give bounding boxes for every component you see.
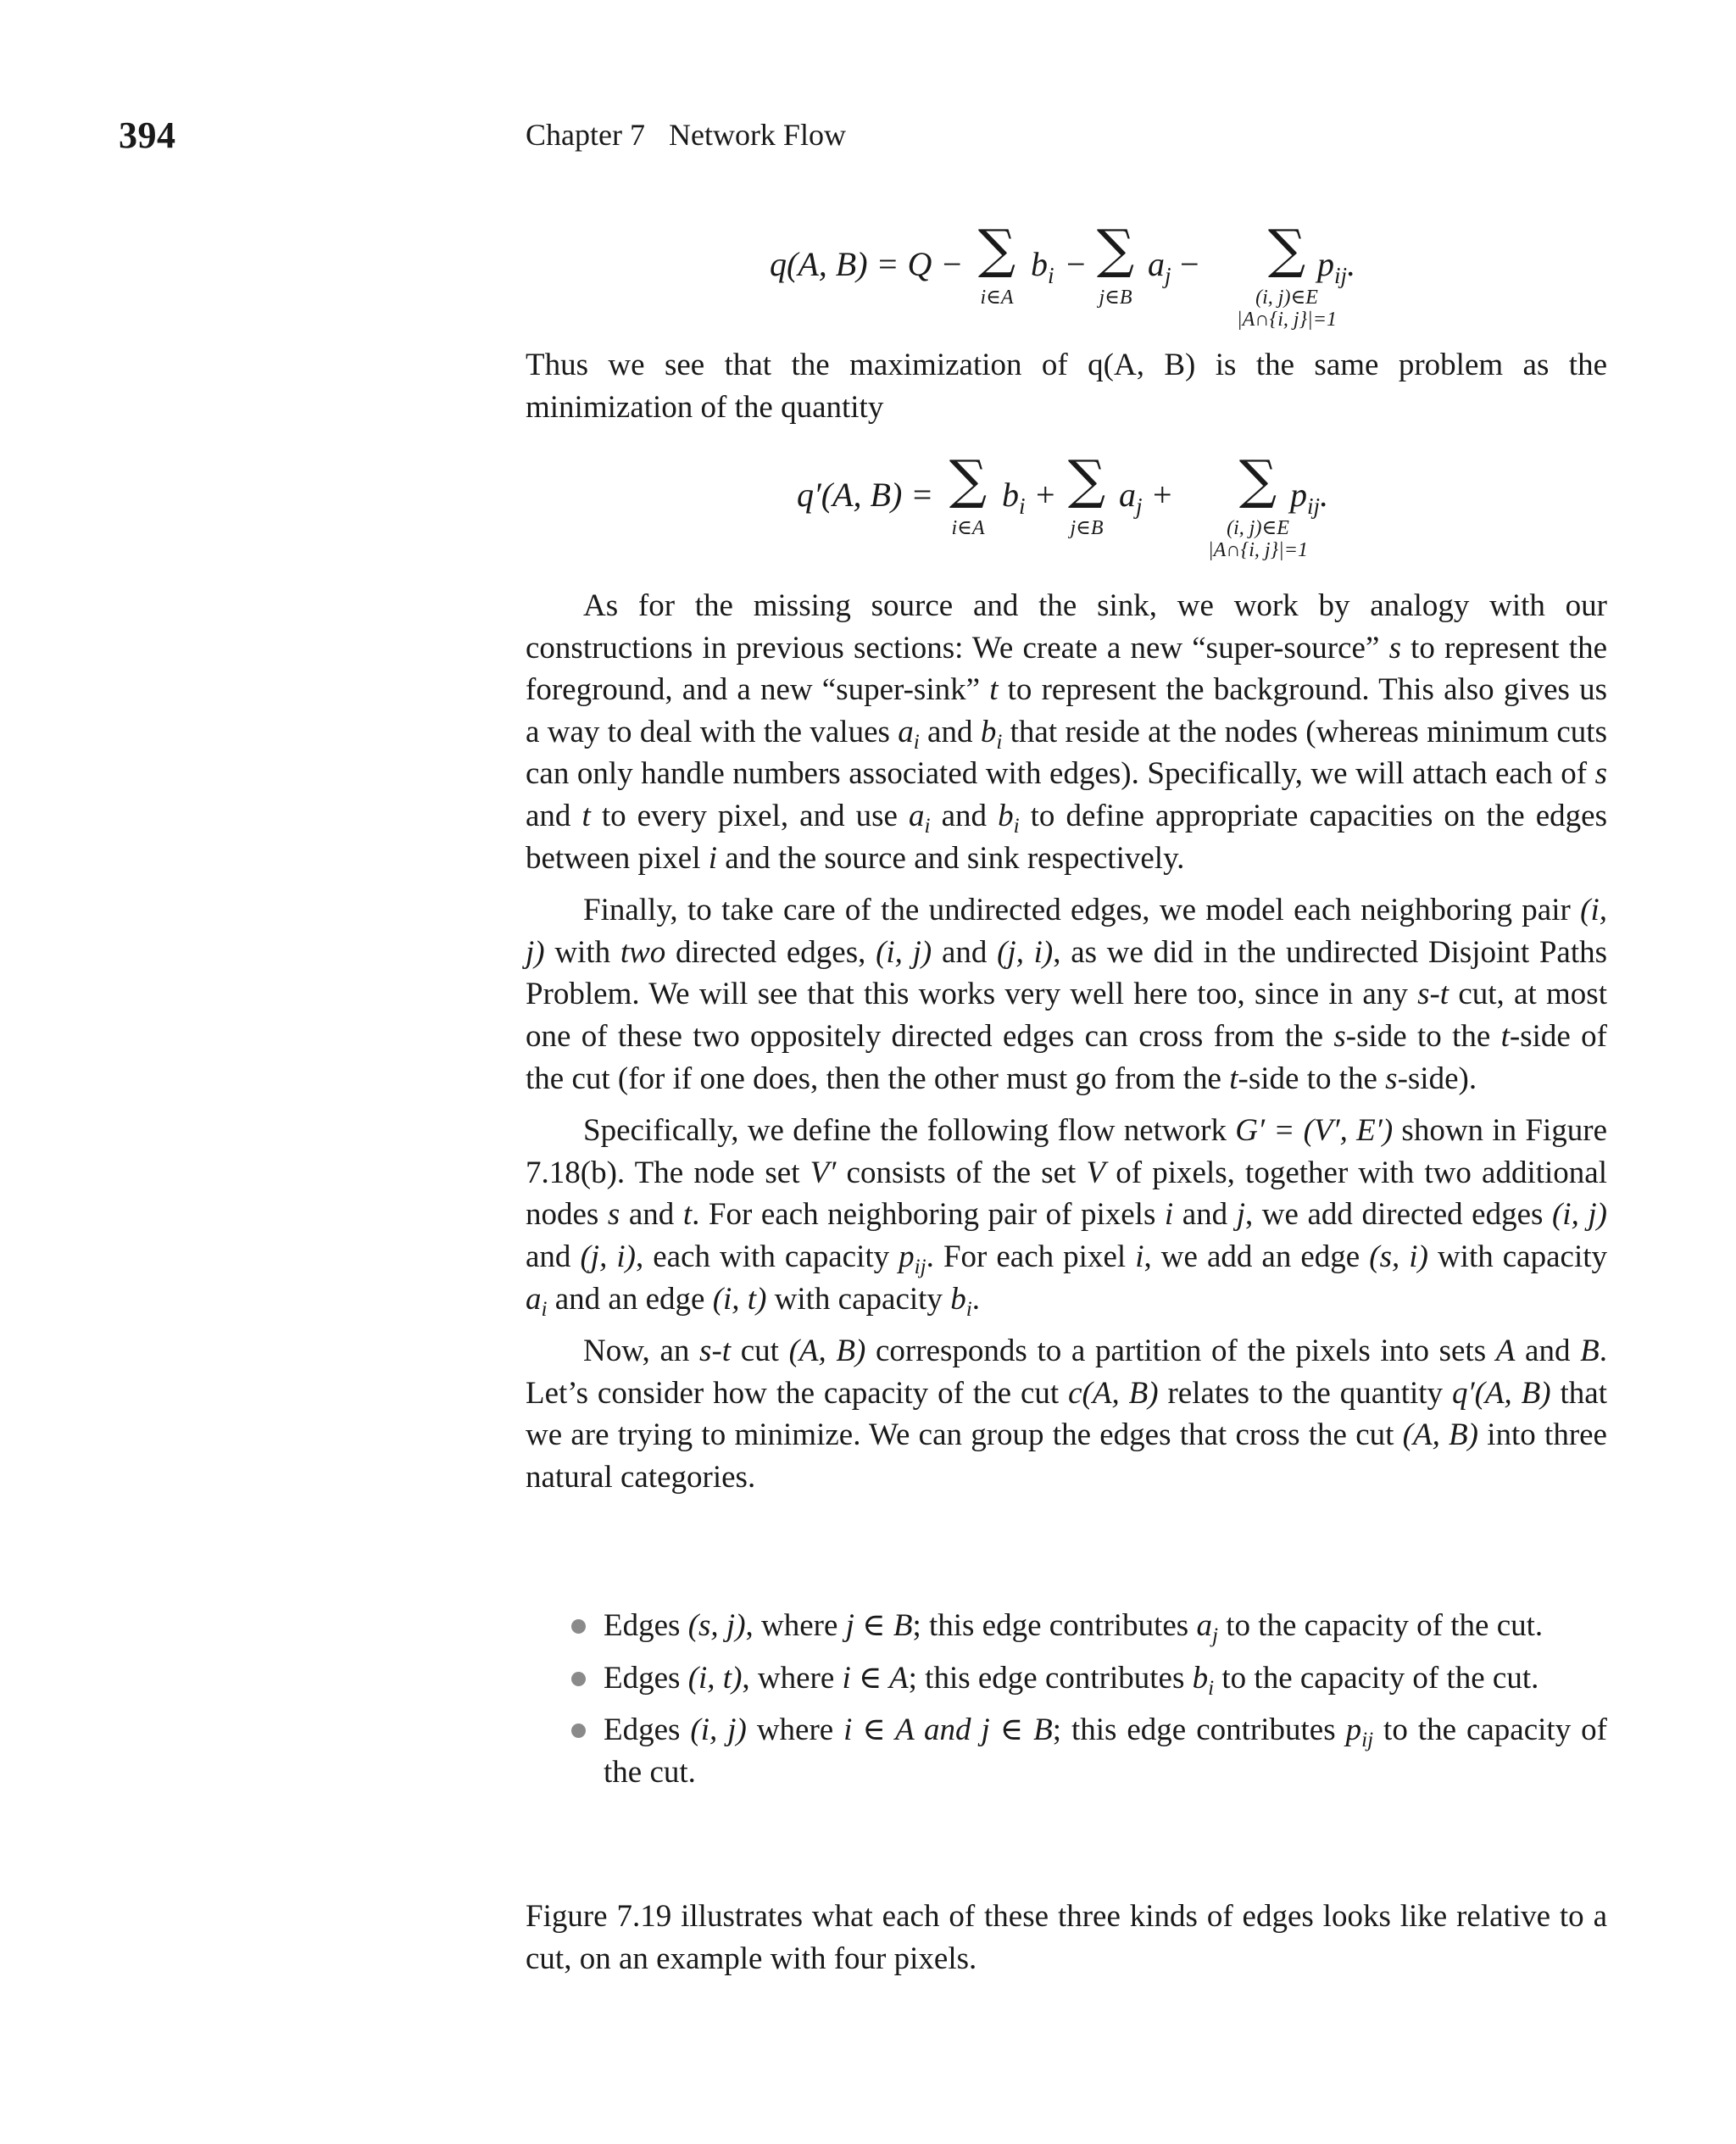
list-item: Edges (i, t), where i ∈ A; this edge contributes $b_i$ to the capacity of the cut. [526,1657,1607,1700]
eq2-sum1-limit: i∈A [951,517,985,539]
paragraph-4: Specifically, we define the following flow network G′ = (V′, E′) shown in Figure 7.18(b). The node set V′ consists of the set V of pixels, together with two additional nodes s and t. For each neighboring pair of pixels i and j, we add directed edges (i, j) and (j, i), each with capacity $p_{ij}$. For each pixel i, we add an edge (s, i) with capacity $a_i$ and an edge (i, t) with capacity $b_i$. [526,1113,1608,1321]
sigma-symbol: ∑ [1238,448,1277,510]
eq1-lhs: q(A, B) = Q − [770,245,964,283]
chapter-title: Network Flow [668,118,846,152]
sigma-symbol: ∑ [949,448,988,510]
eq2-sum1-term: $b_i$ [1002,476,1026,519]
eq2-plus-1: + [1036,476,1055,514]
equation-q-prime [797,443,1356,561]
eq1-sum3-term: $p_{ij}$. [1317,245,1356,288]
chapter-label: Chapter 7 [526,118,645,152]
eq2-sum2-term: $a_j$ [1119,476,1143,519]
paragraph-1 [526,344,1607,428]
paragraph-2: As for the missing source and the sink, we work by analogy with our constructions in previous sections: We create a new “super-source” s to represent the foreground, and a new “super-sink” t to represent the background. This also gives us a way to deal with the values $a_i$ and $b_i$ that reside at the nodes (whereas minimum cuts can only handle numbers associated with edges). Specifically, we will attach each of s and t to every pixel, and use $a_i$ and $b_i$ to define appropriate capacities on the edges between pixel i and the source and sink respectively. [526,588,1608,876]
equation-q [770,212,1363,331]
eq1-sum1-limit: i∈A [980,287,1014,309]
list-item: Edges (s, j), where j ∈ B; this edge contributes $a_j$ to the capacity of the cut. [526,1605,1607,1647]
eq1-minus-1: − [1066,245,1086,283]
sigma-symbol: ∑ [1267,218,1306,280]
eq1-sum1-term: $b_i$ [1031,245,1054,288]
list-item: Edges (i, j) where i ∈ A and j ∈ B; this edge contributes $p_{ij}$ to the capacity of the cut. [526,1709,1607,1793]
eq1-sum2-term: $a_j$ [1148,245,1171,288]
eq1-sum2-limit: j∈B [1099,287,1132,309]
eq1-sum3-limit-bottom: |A∩{i, j}|=1 [1237,309,1337,331]
eq2-sum3-limit-bottom: |A∩{i, j}|=1 [1208,539,1308,561]
eq2-sum3-limit-top: (i, j)∈E [1227,517,1289,539]
paragraph-3: Finally, to take care of the undirected edges, we model each neighboring pair (i, j) with two directed edges, (i, j) and (j, i), as we did in the undirected Disjoint Paths Problem. We will see that this works very well here too, since in any s-t cut, at most one of these two oppositely directed edges can cross from the s-side to the t-side of the cut (for if one does, then the other must go from the t-side to the s-side). [526,893,1607,1096]
paragraph-6-text: Figure 7.19 illustrates what each of these three kinds of edges looks like relative to a cut, on an example with four pixels. [526,1899,1607,1976]
body-text [526,585,1607,1498]
paragraph-1-text: Thus we see that the maximization of q(A, B) is the same problem as the minimization of the quantity [526,348,1607,425]
bullet-icon [571,1724,586,1738]
sigma-symbol: ∑ [977,218,1016,280]
running-head [526,117,846,153]
paragraph-6 [526,1896,1607,1980]
edge-category-list [526,1605,1607,1803]
eq2-sum3-term: $p_{ij}$. [1290,476,1329,519]
paragraph-5: Now, an s-t cut (A, B) corresponds to a partition of the pixels into sets A and B. Let’s consider how the capacity of the cut c(A, B) relates to the quantity q′(A, B) that we are trying to minimize. We can group the edges that cross the cut (A, B) into three natural categories. [526,1334,1607,1495]
eq1-sum3-limit-top: (i, j)∈E [1255,287,1318,309]
eq2-sum2-limit: j∈B [1070,517,1104,539]
sigma-symbol: ∑ [1067,448,1106,510]
page-number: 394 [119,114,176,156]
bullet-icon [571,1619,586,1634]
eq2-plus-2: + [1153,476,1172,514]
eq2-lhs: q′(A, B) = [797,476,934,514]
bullet-icon [571,1672,586,1686]
sigma-symbol: ∑ [1096,218,1135,280]
eq1-minus-2: − [1180,245,1199,283]
